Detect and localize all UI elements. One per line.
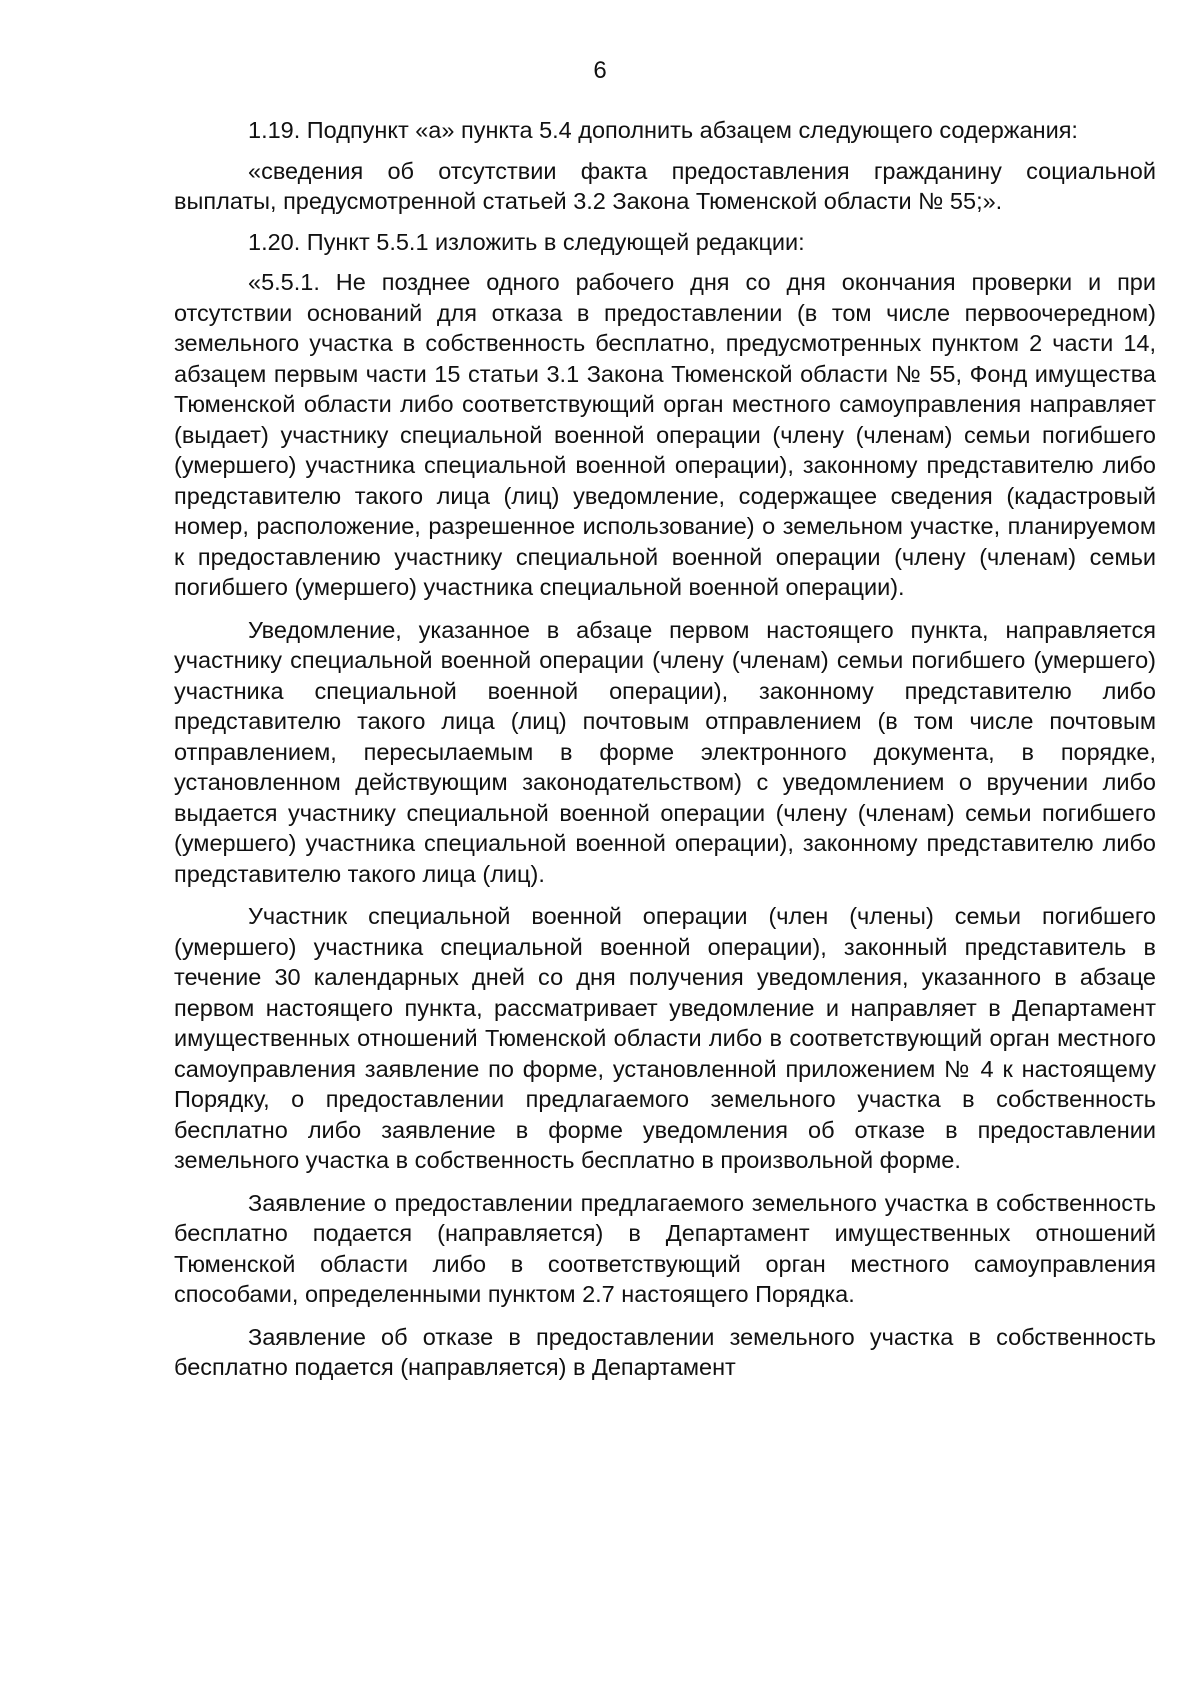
paragraph-5-5-1: «5.5.1. Не позднее одного рабочего дня со дня окончания проверки и при отсутствии оснований для отказа в предоставлении (в том числе первоочередном) земельного участка в собственность бесплатно, предусмотренных пунктом 2 части 14, абзацем первым части 15 статьи 3.1 Закона Тюменской области № 55, Фонд имущества Тюменской области либо соответствующий орган местного самоуправления направляет (выдает) участнику специальной военной операции (члену (членам) семьи погибшего (умершего) участника специальной военной операции), законному представителю либо представителю такого лица (лиц) уведомление, содержащее сведения (кадастровый номер, расположение, разрешенное использование) о земельном участке, планируемом к предоставлению участнику специальной военной операции (члену (членам) семьи погибшего (умершего) участника специальной военной операции). [174, 269, 1156, 600]
paragraph-1-20: 1.20. Пункт 5.5.1 изложить в следующей редакции: [248, 228, 805, 255]
paragraph-notification: Уведомление, указанное в абзаце первом настоящего пункта, направляется участнику специальной военной операции (члену (членам) семьи погибшего (умершего) участника специальной военной операции), законному представителю либо представителю такого лица (лиц) почтовым отправлением (в том числе почтовым отправлением, пересылаемым в форме электронного документа, в порядке, установленном действующим законодательством) с уведомлением о вручении либо выдается участнику специальной военной операции (члену (членам) семьи погибшего (умершего) участника специальной военной операции), законному представителю либо представителю такого лица (лиц). [174, 616, 1156, 887]
page-number: 6 [593, 57, 607, 84]
document-body [174, 115, 1156, 1393]
paragraph-application-grant: Заявление о предоставлении предлагаемого земельного участка в собственность бесплатно подается (направляется) в Департамент имущественных отношений Тюменской области либо в соответствующий орган местного самоуправления способами, определенными пунктом 2.7 настоящего Порядка. [174, 1189, 1156, 1307]
paragraph-application-refusal: Заявление об отказе в предоставлении земельного участка в собственность бесплатно подается (направляется) в Департамент [174, 1323, 1156, 1380]
paragraph-participant: Участник специальной военной операции (член (члены) семьи погибшего (умершего) участника специальной военной операции), законный представитель в течение 30 календарных дней со дня получения уведомления, указанного в абзаце первом настоящего пункта, рассматривает уведомление и направляет в Департамент имущественных отношений Тюменской области либо в соответствующий орган местного самоуправления заявление по форме, установленной приложением № 4 к настоящему Порядку, о предоставлении предлагаемого земельного участка в собственность бесплатно либо заявление в форме уведомления об отказе в предоставлении земельного участка в собственность бесплатно в произвольной форме. [174, 903, 1156, 1173]
paragraph-1-19: 1.19. Подпункт «а» пункта 5.4 дополнить абзацем следующего содержания: [248, 117, 1078, 143]
paragraph-quote-svedeniya: «сведения об отсутствии факта предоставления гражданину социальной выплаты, предусмотренной статьей 3.2 Закона Тюменской области № 55;». [174, 157, 1156, 214]
